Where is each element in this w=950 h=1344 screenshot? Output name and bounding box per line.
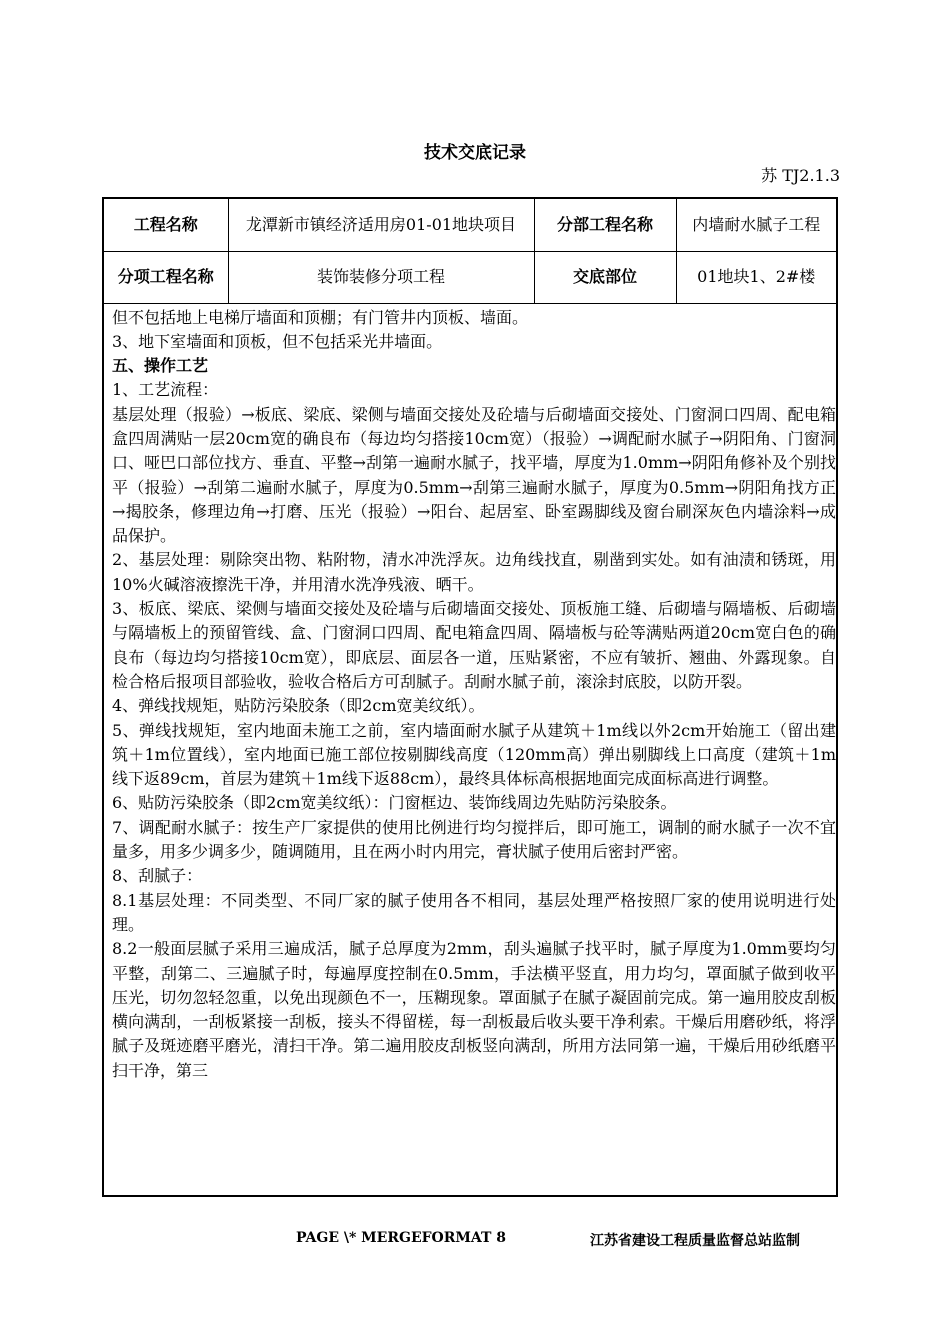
location-label: 交底部位 (534, 251, 676, 303)
section-heading: 五、操作工艺 (112, 356, 209, 376)
paragraph: 基层处理（报验）→板底、梁底、梁侧与墙面交接处及砼墙与后砌墙面交接处、门窗洞口四周、配电箱盒四周满贴一层20cm宽的确良布（每边均匀搭接10cm宽）（报验）→调配耐水腻子→阴阳角、门窗洞口、哑巴口部位找方、垂直、平整→刮第一遍耐水腻子，找平墙，厚度为1.0mm→阴阳角修补及个别找平（报验）→刮第二遍耐水腻子，厚度为0.5mm→刮第三遍耐水腻子，厚度为0.5mm→阴阳角找方正→揭胶条，修理边角→打磨、压光（报验）→阳台、起居室、卧室踢脚线及窗台刷深灰色内墙涂料→成品保护。 (112, 404, 836, 546)
paragraph: 8.1基层处理：不同类型、不同厂家的腻子使用各不相同，基层处理严格按照厂家的使用说明进行处理。 (112, 890, 836, 934)
paragraph: 8.2一般面层腻子采用三遍成活，腻子总厚度为2mm，刮头遍腻子找平时，腻子厚度为1.0mm要均匀平整，刮第二、三遍腻子时，每遍厚度控制在0.5mm，手法横平竖直，用力均匀，罩面腻子做到收平压光，切勿忽轻忽重，以免出现颜色不一，压糊现象。罩面腻子在腻子凝固前完成。第一遍用胶皮刮板横向满刮，一刮板紧接一刮板，接头不得留槎，每一刮板最后收头要干净利索。干燥后用磨砂纸，将浮腻子及斑迹磨平磨光，清扫干净。第二遍用胶皮刮板竖向满刮，所用方法同第一遍，干燥后用砂纸磨平扫干净，第三 (112, 939, 836, 1080)
sub-project-value: 内墙耐水腻子工程 (676, 199, 836, 251)
paragraph: 8、刮腻子： (112, 866, 203, 886)
paragraph: 1、工艺流程： (112, 380, 219, 400)
paragraph: 但不包括地上电梯厅墙面和顶棚；有门管井内顶板、墙面。 (112, 307, 529, 327)
document-title: 技术交底记录 (424, 143, 526, 163)
record-table (102, 197, 838, 1197)
paragraph: 3、板底、梁底、梁侧与墙面交接处及砼墙与后砌墙面交接处、顶板施工缝、后砌墙与隔墙板、后砌墙与隔墙板上的预留管线、盒、门窗洞口四周、配电箱盒四周、隔墙板与砼等满贴两道20cm宽白色的确良布（每边均匀搭接10cm宽），即底层、面层各一道，压贴紧密，不应有皱折、翘曲、外露现象。自检合格后报项目部验收，验收合格后方可刮腻子。刮耐水腻子前，滚涂封底胶，以防开裂。 (112, 599, 836, 691)
item-value: 装饰装修分项工程 (228, 251, 534, 303)
paragraph: 3、地下室墙面和顶板，但不包括采光井墙面。 (112, 331, 443, 351)
sub-project-label: 分部工程名称 (534, 199, 676, 251)
paragraph: 4、弹线找规矩，贴防污染胶条（即2cm宽美纹纸）。 (112, 696, 485, 716)
form-code: 苏 TJ2.1.3 (761, 166, 840, 185)
page-field: PAGE \* MERGEFORMAT 8 (296, 1230, 507, 1246)
location-value: 01地块1、2#楼 (676, 251, 836, 303)
header-table (104, 199, 836, 304)
paragraph: 7、调配耐水腻子：按生产厂家提供的使用比例进行均匀搅拌后，即可施工，调制的耐水腻子一次不宜量多，用多少调多少，随调随用，且在两小时内用完，膏状腻子使用后密封严密。 (112, 817, 836, 862)
header-row-2 (104, 251, 836, 303)
paragraph: 2、基层处理：剔除突出物、粘附物，清水冲洗浮灰。边角线找直，剔凿到实处。如有油渍和锈斑，用10%火碱溶液擦洗干净，并用清水洗净残液、晒干。 (112, 550, 836, 594)
paragraph: 5、弹线找规矩，室内地面未施工之前，室内墙面耐水腻子从建筑＋1m线以外2cm开始施工（留出建筑＋1m位置线），室内地面已施工部位按剔脚线高度（120mm高）弹出剔脚线上口高度（建筑＋1m线下返89cm，首层为建筑＋1m线下返88cm），最终具体标高根据地面完成面标高进行调整。 (112, 720, 836, 789)
disclosure-content (104, 304, 836, 1084)
project-name-label: 工程名称 (104, 199, 228, 251)
paragraph: 6、贴防污染胶条（即2cm宽美纹纸）：门窗框边、装饰线周边先贴防污染胶条。 (112, 793, 677, 813)
issuer-note: 江苏省建设工程质量监督总站监制 (590, 1233, 800, 1249)
item-label: 分项工程名称 (104, 251, 228, 303)
header-row-1 (104, 199, 836, 251)
project-name-value: 龙潭新市镇经济适用房01-01地块项目 (228, 199, 534, 251)
